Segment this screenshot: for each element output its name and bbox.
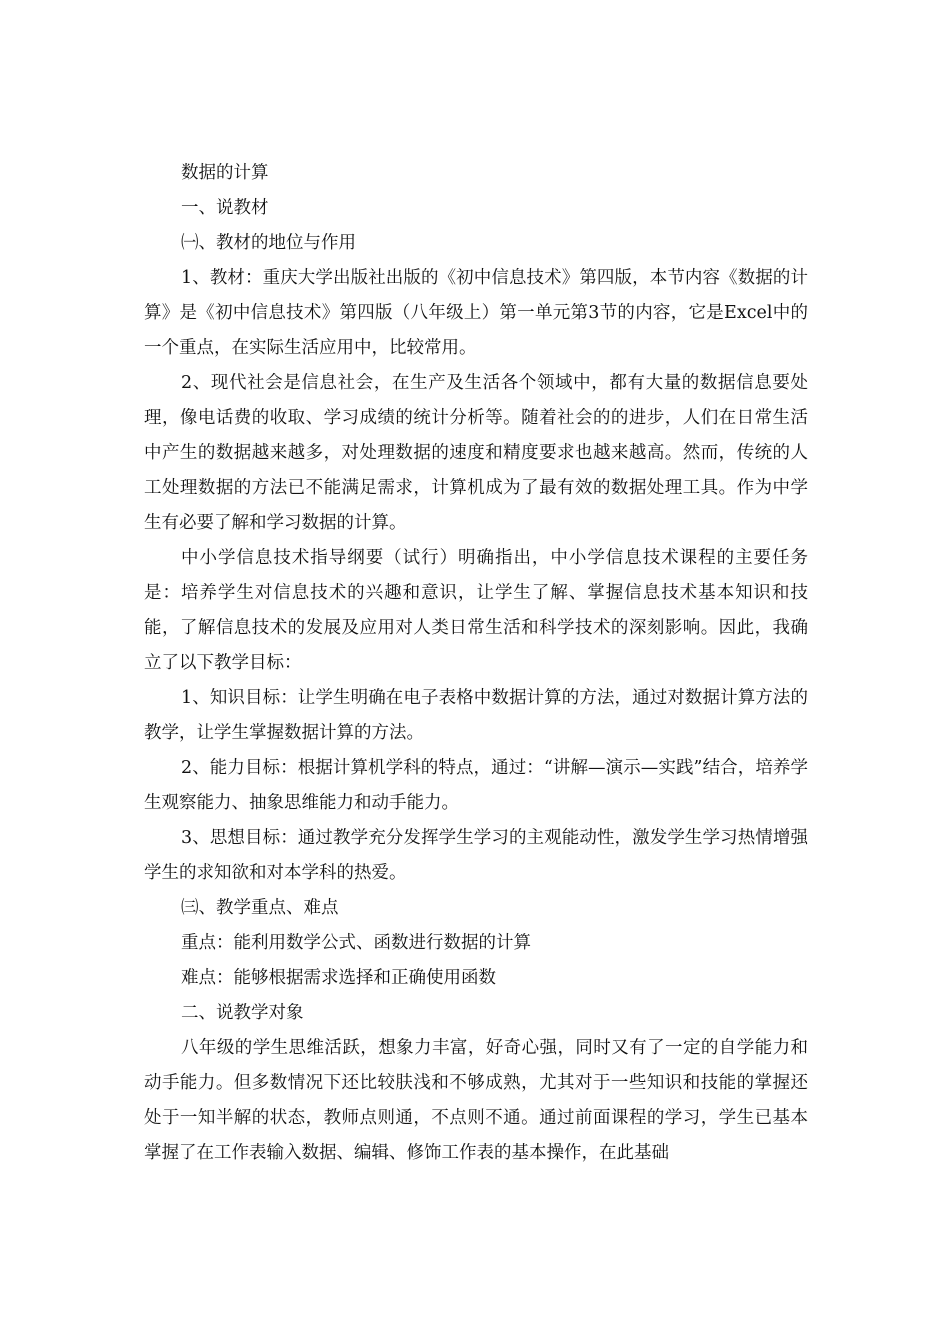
subsection-heading: ㈢、教学重点、难点	[181, 898, 339, 918]
document-body	[144, 156, 808, 1171]
body-paragraph: 2、能力目标：根据计算机学科的特点，通过：“讲解—演示—实践”结合，培养学生观察能力、抽象思维能力和动手能力。	[144, 758, 808, 813]
body-paragraph: 难点：能够根据需求选择和正确使用函数	[181, 968, 496, 988]
section-heading: 二、说教学对象	[181, 1003, 304, 1023]
body-paragraph: 重点：能利用数学公式、函数进行数据的计算	[181, 933, 531, 953]
document-title: 数据的计算	[181, 163, 269, 183]
body-paragraph: 中小学信息技术指导纲要（试行）明确指出，中小学信息技术课程的主要任务是：培养学生对信息技术的兴趣和意识，让学生了解、掌握信息技术基本知识和技能，了解信息技术的发展及应用对人类日常生活和科学技术的深刻影响。因此，我确立了以下教学目标：	[144, 548, 808, 673]
subsection-heading: ㈠、教材的地位与作用	[181, 233, 356, 253]
body-paragraph: 3、思想目标：通过教学充分发挥学生学习的主观能动性，激发学生学习热情增强学生的求知欲和对本学科的热爱。	[144, 828, 808, 883]
body-paragraph: 1、知识目标：让学生明确在电子表格中数据计算的方法，通过对数据计算方法的教学，让学生掌握数据计算的方法。	[144, 688, 808, 743]
section-heading: 一、说教材	[181, 198, 269, 218]
body-paragraph: 1、教材：重庆大学出版社出版的《初中信息技术》第四版，本节内容《数据的计算》是《初中信息技术》第四版（八年级上）第一单元第3节的内容，它是Excel中的一个重点，在实际生活应用中，比较常用。	[144, 268, 808, 358]
body-paragraph: 2、现代社会是信息社会，在生产及生活各个领域中，都有大量的数据信息要处理，像电话费的收取、学习成绩的统计分析等。随着社会的的进步，人们在日常生活中产生的数据越来越多，对处理数据的速度和精度要求也越来越高。然而，传统的人工处理数据的方法已不能满足需求，计算机成为了最有效的数据处理工具。作为中学生有必要了解和学习数据的计算。	[144, 373, 808, 533]
body-paragraph: 八年级的学生思维活跃，想象力丰富，好奇心强，同时又有了一定的自学能力和动手能力。但多数情况下还比较肤浅和不够成熟，尤其对于一些知识和技能的掌握还处于一知半解的状态，教师点则通，不点则不通。通过前面课程的学习，学生已基本掌握了在工作表输入数据、编辑、修饰工作表的基本操作，在此基础	[144, 1038, 808, 1163]
